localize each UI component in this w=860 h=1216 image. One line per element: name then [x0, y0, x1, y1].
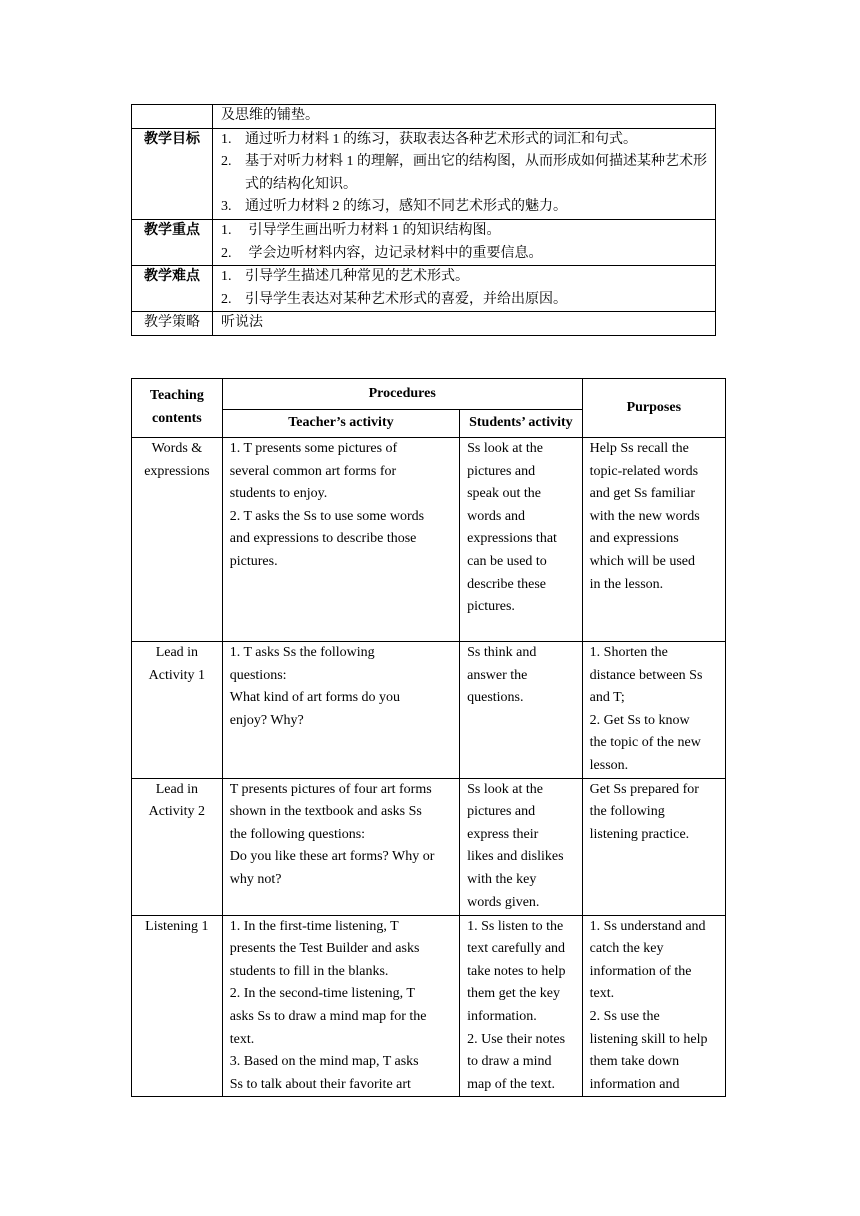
key-points-label: 教学重点 — [132, 219, 213, 265]
table-row — [132, 915, 726, 1097]
header-teaching-contents: Teaching contents — [132, 379, 223, 438]
difficulties-list — [213, 266, 716, 312]
students-activity-cell: 1. Ss listen to the text carefully and take notes to help them get the key information. 2. Use their notes to draw a mind map of the text. — [460, 915, 583, 1097]
list-item: 1. 引导学生描述几种常见的艺术形式。 — [221, 269, 469, 285]
purposes-cell: 1. Shorten the distance between Ss and T; 2. Get Ss to know the topic of the new lesson. — [582, 642, 725, 779]
continuation-label-cell — [132, 105, 213, 129]
list-item: 2. 引导学生表达对某种艺术形式的喜爱，并给出原因。 — [221, 291, 567, 307]
students-activity-cell: Ss look at the pictures and express their likes and dislikes with the key words given. — [460, 778, 583, 915]
list-item: 2. 学会边听材料内容，边记录材料中的重要信息。 — [221, 245, 543, 261]
teacher-activity-cell: 1. T asks Ss the following questions: What kind of art forms do you enjoy? Why? — [222, 642, 459, 779]
teacher-activity-cell: 1. T presents some pictures of several common art forms for students to enjoy. 2. T asks the Ss to use some words and expressions to describe those pictures. — [222, 438, 459, 642]
strategy-label: 教学策略 — [132, 312, 213, 336]
content-cell: Lead in Activity 2 — [132, 778, 223, 915]
teacher-activity-cell: T presents pictures of four art forms shown in the textbook and asks Ss the following questions: Do you like these art forms? Why or why not? — [222, 778, 459, 915]
teacher-activity-cell: 1. In the first-time listening, T presents the Test Builder and asks students to fill in the blanks. 2. In the second-time listening, T asks Ss to draw a mind map for the text. 3. Based on the mind map, T asks Ss to talk about their favorite art — [222, 915, 459, 1097]
list-item: 3. 通过听力材料 2 的练习，感知不同艺术形式的魅力。 — [221, 199, 567, 215]
header-procedures: Procedures — [222, 379, 582, 410]
strategy-value: 听说法 — [213, 312, 716, 336]
key-points-list — [213, 219, 716, 265]
table-row — [132, 778, 726, 915]
students-activity-cell: Ss think and answer the questions. — [460, 642, 583, 779]
table-row — [132, 642, 726, 779]
content-cell: Listening 1 — [132, 915, 223, 1097]
difficulties-label: 教学难点 — [132, 266, 213, 312]
students-activity-cell: Ss look at the pictures and speak out the words and expressions that can be used to describe these pictures. — [460, 438, 583, 642]
list-item: 1. 引导学生画出听力材料 1 的知识结构图。 — [221, 222, 501, 238]
header-students-activity: Students’ activity — [460, 410, 583, 438]
table-row — [132, 438, 726, 642]
objectives-label: 教学目标 — [132, 128, 213, 219]
header-teacher-activity: Teacher’s activity — [222, 410, 459, 438]
list-item: 2. 基于对听力材料 1 的理解，画出它的结构图，从而形成如何描述某种艺术形式的结构化知识。 — [221, 154, 707, 192]
objectives-list — [213, 128, 716, 219]
content-cell: Lead in Activity 1 — [132, 642, 223, 779]
list-item: 1. 通过听力材料 1 的练习，获取表达各种艺术形式的词汇和句式。 — [221, 131, 637, 147]
content-cell: Words & expressions — [132, 438, 223, 642]
purposes-cell: Get Ss prepared for the following listening practice. — [582, 778, 725, 915]
purposes-cell: Help Ss recall the topic-related words and get Ss familiar with the new words and expressions which will be used in the lesson. — [582, 438, 725, 642]
lesson-info-table — [131, 104, 716, 336]
procedures-table — [131, 378, 726, 1097]
purposes-cell: 1. Ss understand and catch the key information of the text. 2. Ss use the listening skill to help them take down information and — [582, 915, 725, 1097]
header-purposes: Purposes — [582, 379, 725, 438]
continuation-text: 及思维的铺垫。 — [213, 105, 716, 129]
